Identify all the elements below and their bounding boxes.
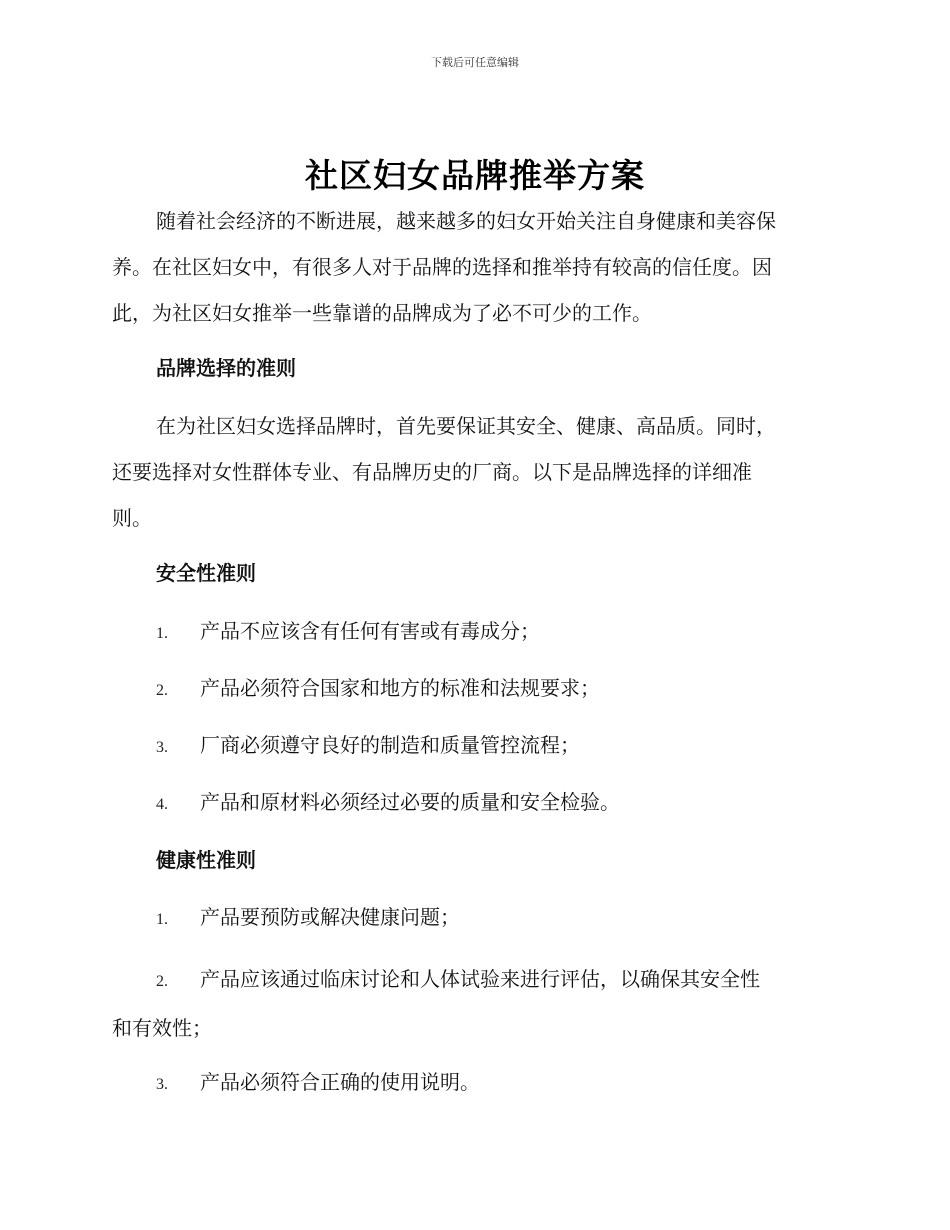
brand-paragraph [112, 403, 837, 541]
list-text: 产品必须符合国家和地方的标准和法规要求； [200, 676, 600, 700]
list-number: 2. [156, 973, 168, 990]
section-heading-health: 健康性准则 [156, 848, 256, 872]
intro-paragraph [112, 198, 837, 336]
list-number: 3. [156, 739, 168, 756]
list-text-continuation: 和有效性； [112, 1016, 212, 1040]
list-text: 产品应该通过临床讨论和人体试验来进行评估，以确保其安全性 [200, 967, 760, 991]
list-number: 1. [156, 625, 168, 642]
list-number: 3. [156, 1076, 168, 1093]
intro-line-1: 随着社会经济的不断进展，越来越多的妇女开始关注自身健康和美容保 [156, 209, 776, 233]
intro-line-2: 养。在社区妇女中，有很多人对于品牌的选择和推举持有较高的信任度。因 [112, 255, 772, 279]
list-text: 产品要预防或解决健康问题； [200, 905, 460, 929]
page-title: 社区妇女品牌推举方案 [305, 156, 645, 195]
list-item [112, 1059, 837, 1116]
list-number: 1. [156, 911, 168, 928]
list-number: 4. [156, 796, 168, 813]
brand-line-2: 还要选择对女性群体专业、有品牌历史的厂商。以下是品牌选择的详细准 [112, 460, 752, 484]
list-text: 厂商必须遵守良好的制造和质量管控流程； [200, 733, 580, 757]
list-text: 产品和原材料必须经过必要的质量和安全检验。 [200, 790, 620, 814]
list-number: 2. [156, 682, 168, 699]
list-item [112, 608, 837, 665]
brand-line-1: 在为社区妇女选择品牌时，首先要保证其安全、健康、高品质。同时， [156, 414, 776, 438]
list-item [112, 722, 837, 779]
list-text: 产品不应该含有任何有害或有毒成分； [200, 619, 540, 643]
intro-line-3: 此，为社区妇女推举一些靠谱的品牌成为了必不可少的工作。 [112, 301, 652, 325]
list-item [112, 665, 837, 722]
list-item [112, 956, 837, 1059]
header-note: 下载后可任意编辑 [431, 56, 519, 69]
brand-line-3: 则。 [112, 506, 152, 530]
list-item [112, 894, 837, 951]
section-heading-safety: 安全性准则 [156, 561, 256, 585]
list-item [112, 779, 837, 836]
health-list [112, 894, 837, 1116]
section-heading-brand: 品牌选择的准则 [156, 356, 296, 380]
list-text: 产品必须符合正确的使用说明。 [200, 1070, 480, 1094]
safety-list [112, 608, 837, 836]
